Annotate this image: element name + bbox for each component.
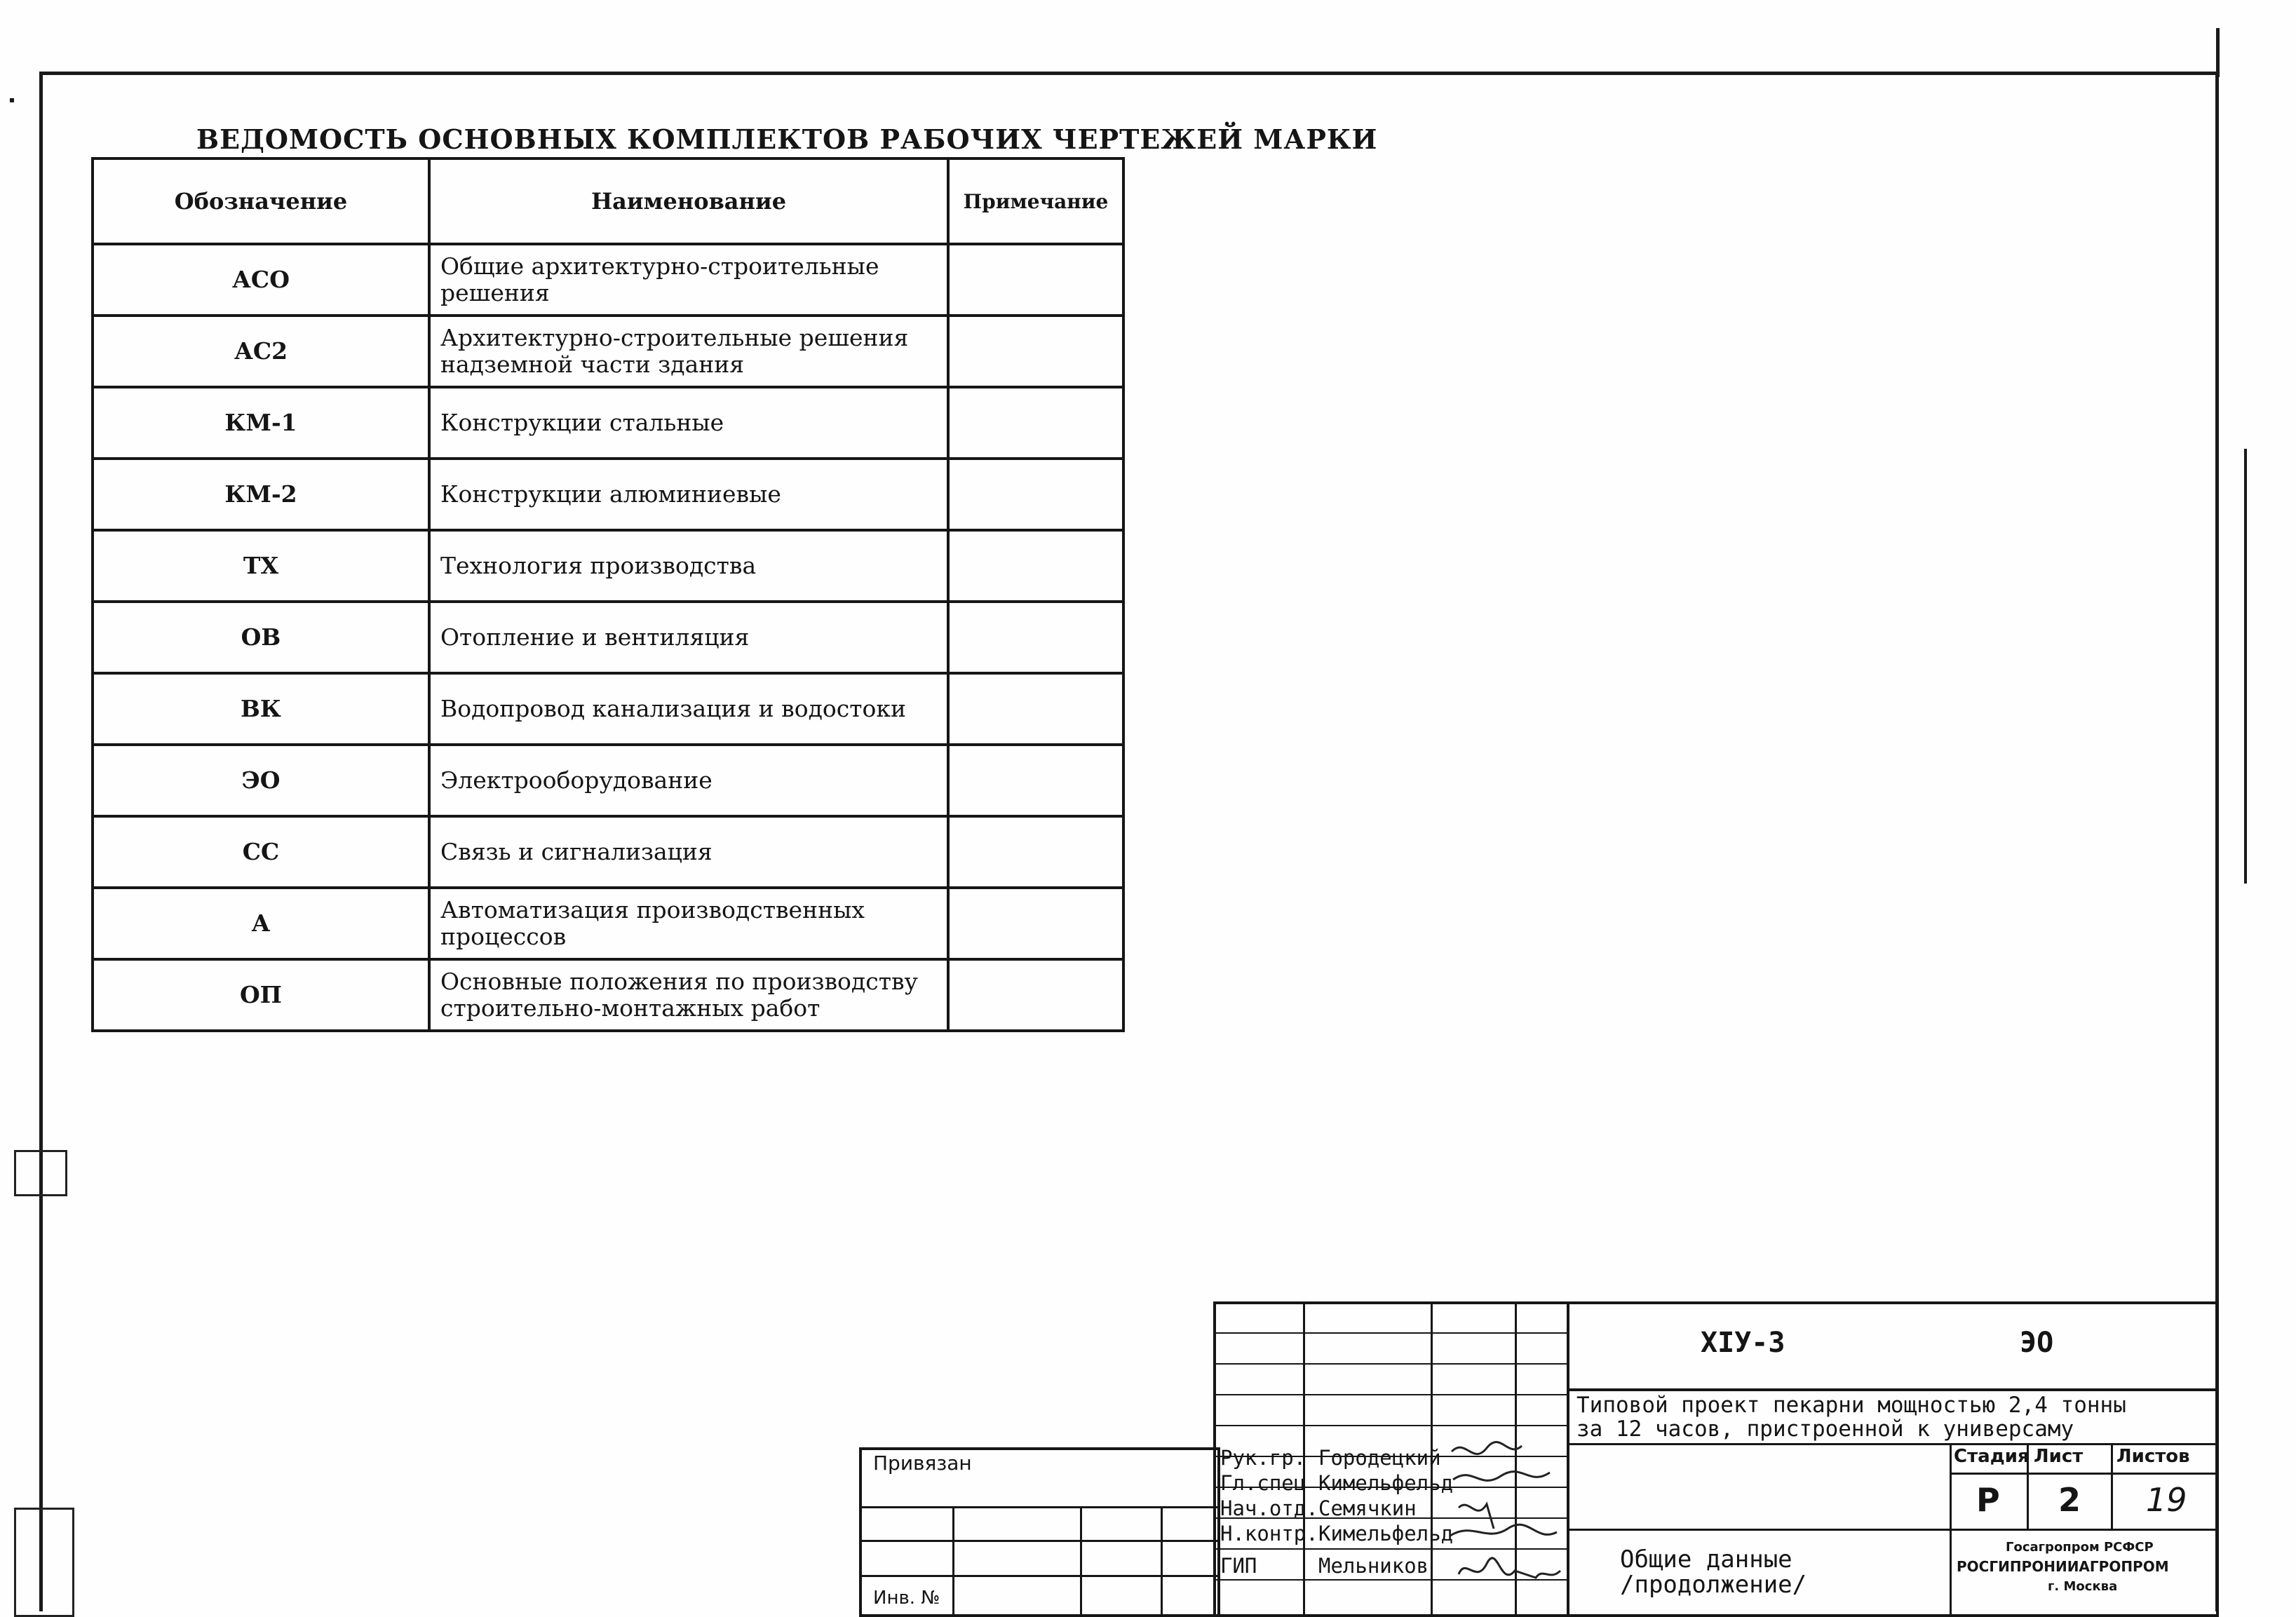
column-header-note: Примечание [948,158,1123,244]
sheet-value: 2 [2058,1481,2081,1519]
rule [1950,1473,2219,1475]
dot-mark [10,98,14,102]
side-mark [2244,449,2247,884]
project-title-line2: за 12 часов, пристроенной к универсаму [1576,1416,2074,1442]
rule [859,1575,1220,1577]
table-row [93,888,1123,959]
stage-value: Р [1976,1481,2000,1519]
row-note [948,959,1123,1031]
stage-label: Стадия [1954,1446,2030,1467]
rule [1213,1425,1567,1426]
signatures-icon [1445,1437,1564,1606]
row-code: ЭО [93,745,429,816]
project-title-line1: Типовой проект пекарни мощностью 2,4 тонны [1576,1393,2126,1418]
row-name: Конструкции алюминиевые [429,459,948,530]
rule [1567,1443,2219,1445]
row-name: Основные положения по производству строительно-монтажных работ [429,959,948,1031]
row-code: КМ-1 [93,387,429,459]
row-note [948,459,1123,530]
row-code: КМ-2 [93,459,429,530]
row-name: Водопровод канализация и водостоки [429,673,948,745]
table-row [93,745,1123,816]
drawing-title-1: Общие данные [1620,1545,1792,1574]
sheets-value: 19 [2146,1481,2187,1519]
margin-stamp-bottom [14,1508,74,1617]
rule [1567,1301,1569,1617]
signer-name: Кимельфельд [1318,1471,1454,1495]
list-title: ВЕДОМОСТЬ ОСНОВНЫХ КОМПЛЕКТОВ РАБОЧИХ ЧЕРТЕЖЕЙ МАРКИ [196,123,1378,155]
inventory-label: Инв. № [873,1588,940,1609]
crop-mark [2216,28,2220,77]
signer-name: Семячкин [1318,1496,1417,1520]
margin-stamp [14,1150,67,1196]
rule [1950,1443,1952,1617]
rule [1161,1506,1163,1617]
drawing-title-2: /продолжение/ [1620,1571,1807,1599]
table-row [93,387,1123,459]
row-code: СС [93,816,429,888]
row-note [948,888,1123,959]
sheet-label: Лист [2034,1446,2084,1467]
row-name: Автоматизация производственных процессов [429,888,948,959]
row-note [948,745,1123,816]
table-row [93,316,1123,387]
signer-role: Гл.спец [1220,1471,1306,1495]
row-note [948,673,1123,745]
table-row [93,459,1123,530]
drawing-sets-table [91,157,1125,1032]
sheets-label: Листов [2116,1446,2190,1467]
binding-label: Привязан [873,1452,972,1475]
table-row [93,244,1123,316]
rule [1567,1529,2219,1531]
column-header-designation: Обозначение [93,158,429,244]
row-note [948,387,1123,459]
rule [1213,1394,1567,1395]
row-note [948,530,1123,602]
row-note [948,816,1123,888]
signer-role: Рук.гр. [1220,1446,1306,1470]
row-name: Технология производства [429,530,948,602]
signer-name: Мельников [1318,1554,1429,1578]
row-code: ТХ [93,530,429,602]
signer-role: Нач.отд. [1220,1496,1318,1520]
table-row [93,816,1123,888]
row-name: Архитектурно-строительные решения надземной части здания [429,316,948,387]
rule [952,1506,954,1617]
rule [1213,1332,1567,1334]
row-name: Отопление и вентиляция [429,602,948,673]
row-name: Общие архитектурно-строительные решения [429,244,948,316]
rule [859,1506,1220,1508]
row-code: АСО [93,244,429,316]
row-code: ОВ [93,602,429,673]
table-row [93,530,1123,602]
signer-role: Н.контр. [1220,1522,1318,1545]
row-name: Электрооборудование [429,745,948,816]
row-note [948,316,1123,387]
row-name: Связь и сигнализация [429,816,948,888]
row-code: ВК [93,673,429,745]
rule [1567,1388,2219,1391]
rule [1080,1506,1082,1617]
row-code: АС2 [93,316,429,387]
row-note [948,602,1123,673]
signer-name: Городецкий [1318,1446,1441,1470]
table-row [93,602,1123,673]
signer-name: Кимельфельд [1318,1522,1454,1545]
table-row [93,673,1123,745]
project-code: XIУ-3 [1701,1327,1785,1359]
table-row [93,959,1123,1031]
row-code: ОП [93,959,429,1031]
rule [2111,1443,2113,1529]
org-line1: Госагропром РСФСР [2006,1540,2154,1555]
row-code: А [93,888,429,959]
row-note [948,244,1123,316]
rule [1213,1363,1567,1365]
org-line3: г. Москва [2048,1579,2118,1594]
table-header-row [93,158,1123,244]
org-line2: РОСГИПРОНИИАГРОПРОМ [1957,1558,2169,1575]
row-name: Конструкции стальные [429,387,948,459]
rule [859,1540,1220,1542]
drawing-mark: ЭО [2020,1327,2054,1359]
signer-role: ГИП [1220,1554,1257,1578]
column-header-name: Наименование [429,158,948,244]
